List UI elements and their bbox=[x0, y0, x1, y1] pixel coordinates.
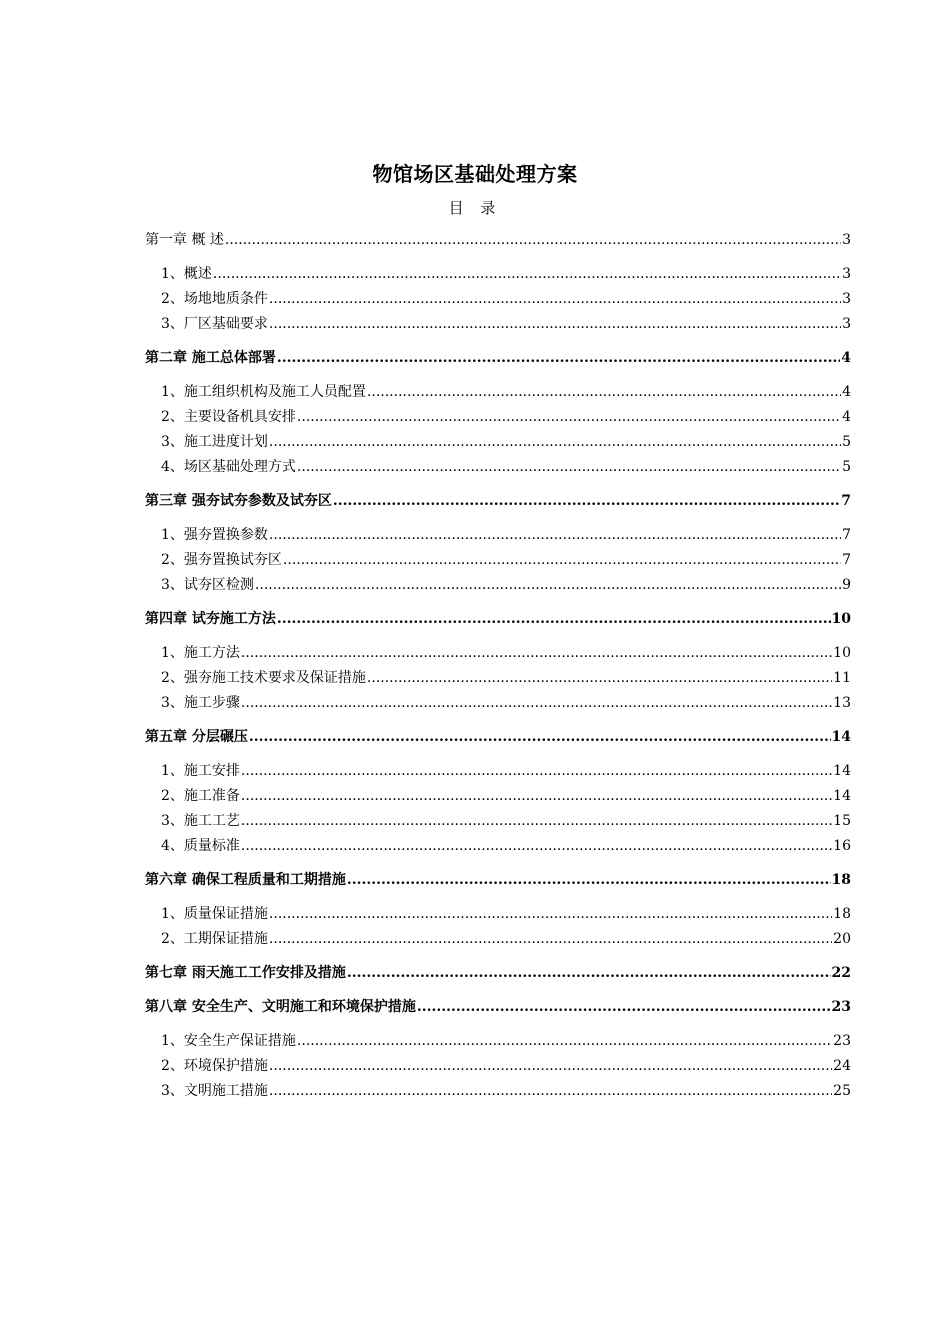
dot-leader bbox=[269, 902, 832, 927]
toc-chapter-entry[interactable] bbox=[145, 607, 851, 632]
toc-entry-title: 第六章 确保工程质量和工期措施 bbox=[145, 872, 346, 888]
dot-leader bbox=[241, 784, 832, 809]
toc-entry-page-number: 23 bbox=[831, 999, 851, 1015]
dot-leader bbox=[269, 523, 841, 548]
toc-chapter-entry[interactable] bbox=[145, 228, 851, 253]
toc-entry-page-number: 25 bbox=[833, 1083, 851, 1099]
toc-entry-page-number: 5 bbox=[842, 434, 851, 450]
toc-entry-title: 1、施工方法 bbox=[161, 645, 240, 661]
toc-entry-page-number: 4 bbox=[841, 350, 851, 366]
toc-entry-page-number: 5 bbox=[842, 459, 851, 475]
toc-entry-page-number: 3 bbox=[842, 232, 851, 248]
dot-leader bbox=[269, 1054, 832, 1079]
dot-leader bbox=[417, 995, 831, 1020]
toc-entry-title: 1、质量保证措施 bbox=[161, 906, 268, 922]
toc-entry-page-number: 20 bbox=[833, 931, 851, 947]
toc-chapter-entry[interactable] bbox=[145, 995, 851, 1020]
toc-entry-page-number: 7 bbox=[842, 527, 851, 543]
dot-leader bbox=[241, 641, 832, 666]
toc-entry-title: 2、强夯置换试夯区 bbox=[161, 552, 282, 568]
toc-entry-title: 第四章 试夯施工方法 bbox=[145, 611, 276, 627]
toc-section-entry[interactable] bbox=[145, 1054, 851, 1079]
toc-entry-title: 1、强夯置换参数 bbox=[161, 527, 268, 543]
dot-leader bbox=[241, 759, 832, 784]
toc-entry-page-number: 4 bbox=[842, 384, 851, 400]
toc-entry-title: 1、安全生产保证措施 bbox=[161, 1033, 296, 1049]
toc-entry-title: 3、试夯区检测 bbox=[161, 577, 254, 593]
toc-entry-title: 2、工期保证措施 bbox=[161, 931, 268, 947]
toc-entry-title: 3、文明施工措施 bbox=[161, 1083, 268, 1099]
toc-section-entry[interactable] bbox=[145, 666, 851, 691]
toc-entry-title: 3、施工进度计划 bbox=[161, 434, 268, 450]
toc-entry-title: 第一章 概 述 bbox=[145, 232, 224, 248]
toc-chapter-entry[interactable] bbox=[145, 346, 851, 371]
dot-leader bbox=[333, 489, 840, 514]
toc-entry-page-number: 4 bbox=[842, 409, 851, 425]
toc-entry-page-number: 13 bbox=[833, 695, 851, 711]
toc-chapter-entry[interactable] bbox=[145, 725, 851, 750]
toc-entry-title: 第三章 强夯试夯参数及试夯区 bbox=[145, 493, 332, 509]
toc-section-entry[interactable] bbox=[145, 1029, 851, 1054]
dot-leader bbox=[283, 548, 841, 573]
toc-section-entry[interactable] bbox=[145, 287, 851, 312]
toc-entry-title: 第八章 安全生产、文明施工和环境保护措施 bbox=[145, 999, 416, 1015]
toc-chapter-entry[interactable] bbox=[145, 961, 851, 986]
toc-entry-title: 第五章 分层碾压 bbox=[145, 729, 248, 745]
toc-chapter-entry[interactable] bbox=[145, 868, 851, 893]
toc-entry-title: 1、概述 bbox=[161, 266, 212, 282]
toc-entry-title: 2、环境保护措施 bbox=[161, 1058, 268, 1074]
toc-entry-page-number: 22 bbox=[831, 965, 851, 981]
toc-entry-page-number: 15 bbox=[833, 813, 851, 829]
dot-leader bbox=[297, 405, 841, 430]
dot-leader bbox=[347, 961, 831, 986]
toc-section-entry[interactable] bbox=[145, 691, 851, 716]
toc-entry-title: 3、施工工艺 bbox=[161, 813, 240, 829]
toc-entry-page-number: 24 bbox=[833, 1058, 851, 1074]
toc-entry-title: 2、场地地质条件 bbox=[161, 291, 268, 307]
toc-chapter-entry[interactable] bbox=[145, 489, 851, 514]
toc-section-entry[interactable] bbox=[145, 523, 851, 548]
dot-leader bbox=[269, 312, 841, 337]
toc-section-entry[interactable] bbox=[145, 834, 851, 859]
toc-section-entry[interactable] bbox=[145, 455, 851, 480]
toc-section-entry[interactable] bbox=[145, 262, 851, 287]
toc-entry-page-number: 3 bbox=[842, 291, 851, 307]
toc-section-entry[interactable] bbox=[145, 573, 851, 598]
toc-entry-title: 3、厂区基础要求 bbox=[161, 316, 268, 332]
dot-leader bbox=[269, 430, 841, 455]
toc-heading: 目 录 bbox=[448, 199, 502, 217]
toc-entry-title: 第二章 施工总体部署 bbox=[145, 350, 276, 366]
dot-leader bbox=[249, 725, 831, 750]
toc-entry-page-number: 14 bbox=[831, 729, 851, 745]
toc-section-entry[interactable] bbox=[145, 548, 851, 573]
toc-entry-page-number: 7 bbox=[842, 552, 851, 568]
toc-entry-page-number: 3 bbox=[842, 316, 851, 332]
toc-section-entry[interactable] bbox=[145, 1079, 851, 1104]
toc-entry-title: 第七章 雨天施工工作安排及措施 bbox=[145, 965, 346, 981]
toc-section-entry[interactable] bbox=[145, 380, 851, 405]
toc-entry-page-number: 9 bbox=[842, 577, 851, 593]
toc-entry-title: 2、强夯施工技术要求及保证措施 bbox=[161, 670, 366, 686]
dot-leader bbox=[241, 691, 832, 716]
toc-entry-page-number: 10 bbox=[831, 611, 851, 627]
toc-section-entry[interactable] bbox=[145, 784, 851, 809]
dot-leader bbox=[277, 607, 831, 632]
toc-section-entry[interactable] bbox=[145, 902, 851, 927]
toc-entry-page-number: 23 bbox=[833, 1033, 851, 1049]
dot-leader bbox=[297, 455, 841, 480]
toc-entry-title: 4、场区基础处理方式 bbox=[161, 459, 296, 475]
table-of-contents bbox=[145, 228, 851, 1104]
toc-entry-page-number: 3 bbox=[842, 266, 851, 282]
toc-section-entry[interactable] bbox=[145, 927, 851, 952]
toc-entry-page-number: 16 bbox=[833, 838, 851, 854]
dot-leader bbox=[367, 666, 832, 691]
dot-leader bbox=[225, 228, 841, 253]
dot-leader bbox=[297, 1029, 832, 1054]
dot-leader bbox=[213, 262, 841, 287]
toc-entry-title: 1、施工组织机构及施工人员配置 bbox=[161, 384, 366, 400]
toc-entry-title: 2、施工准备 bbox=[161, 788, 240, 804]
toc-section-entry[interactable] bbox=[145, 430, 851, 455]
dot-leader bbox=[347, 868, 831, 893]
toc-entry-title: 2、主要设备机具安排 bbox=[161, 409, 296, 425]
dot-leader bbox=[255, 573, 841, 598]
toc-entry-page-number: 14 bbox=[833, 763, 851, 779]
dot-leader bbox=[367, 380, 841, 405]
dot-leader bbox=[269, 927, 832, 952]
dot-leader bbox=[269, 287, 841, 312]
toc-entry-page-number: 18 bbox=[831, 872, 851, 888]
toc-entry-title: 3、施工步骤 bbox=[161, 695, 240, 711]
dot-leader bbox=[269, 1079, 832, 1104]
document-title: 物馆场区基础处理方案 bbox=[372, 162, 578, 186]
toc-section-entry[interactable] bbox=[145, 312, 851, 337]
toc-entry-page-number: 10 bbox=[833, 645, 851, 661]
toc-section-entry[interactable] bbox=[145, 641, 851, 666]
dot-leader bbox=[241, 834, 832, 859]
toc-section-entry[interactable] bbox=[145, 809, 851, 834]
toc-entry-page-number: 18 bbox=[833, 906, 851, 922]
toc-entry-page-number: 11 bbox=[833, 670, 851, 686]
dot-leader bbox=[277, 346, 840, 371]
toc-entry-title: 4、质量标准 bbox=[161, 838, 240, 854]
toc-section-entry[interactable] bbox=[145, 759, 851, 784]
toc-entry-page-number: 7 bbox=[841, 493, 851, 509]
toc-section-entry[interactable] bbox=[145, 405, 851, 430]
dot-leader bbox=[241, 809, 832, 834]
toc-entry-page-number: 14 bbox=[833, 788, 851, 804]
toc-entry-title: 1、施工安排 bbox=[161, 763, 240, 779]
